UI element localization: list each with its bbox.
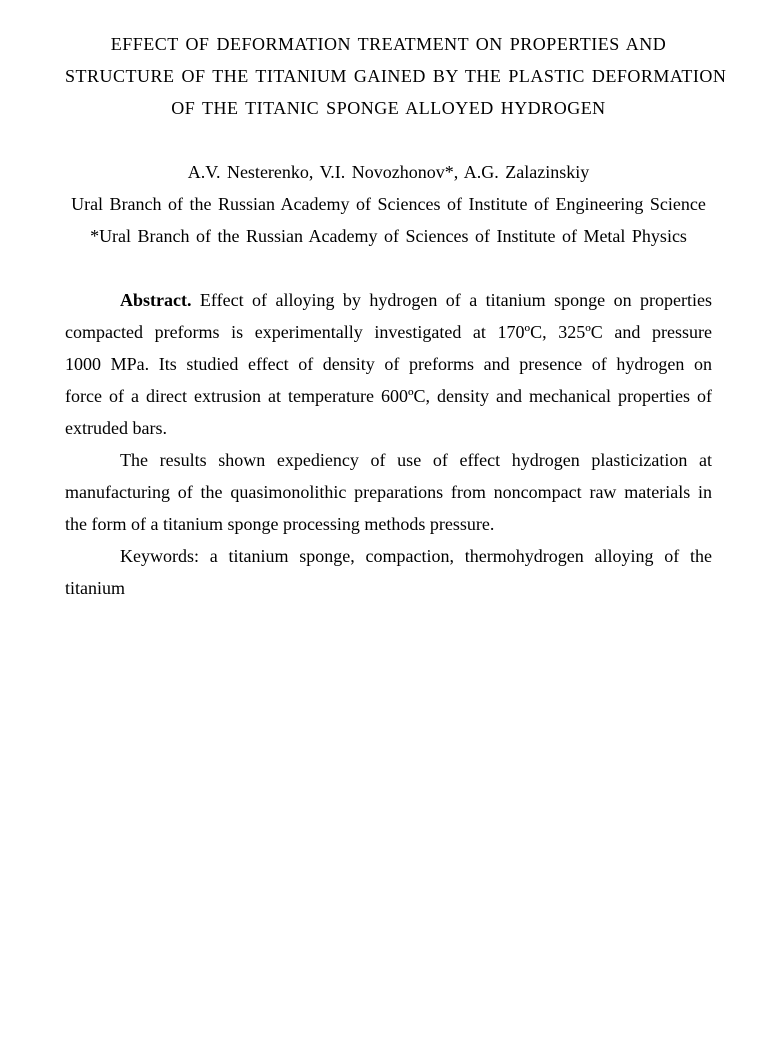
authors-line: A.V. Nesterenko, V.I. Novozhonov*, A.G. Zalazinskiy (187, 162, 590, 182)
keywords-paragraph (65, 540, 712, 604)
results-line-1: The results shown expediency of use of effect hydrogen plasticization at (120, 450, 712, 470)
abstract-line-3: 1000 MPa. Its studied effect of density of preforms and presence of hydrogen on (65, 354, 712, 374)
results-paragraph (65, 444, 712, 540)
affiliation-secondary: *Ural Branch of the Russian Academy of Sciences of Institute of Metal Physics (90, 226, 687, 246)
abstract-line-1-text: Effect of alloying by hydrogen of a titanium sponge on properties (191, 290, 712, 310)
results-line-2: manufacturing of the quasimonolithic preparations from noncompact raw materials in (65, 482, 712, 502)
spacer (65, 124, 712, 156)
abstract-line-5: extruded bars. (65, 418, 167, 438)
paper-title-line-1: EFFECT OF DEFORMATION TREATMENT ON PROPERTIES AND (110, 34, 667, 54)
keywords-line-2: titanium (65, 578, 125, 598)
paper-title-line-3: OF THE TITANIC SPONGE ALLOYED HYDROGEN (171, 98, 606, 118)
abstract-line-1 (65, 284, 712, 316)
results-line-3: the form of a titanium sponge processing methods pressure. (65, 514, 495, 534)
paper-title-line-2: STRUCTURE OF THE TITANIUM GAINED BY THE PLASTIC DEFORMATION (65, 66, 727, 86)
abstract-paragraph (65, 284, 712, 444)
abstract-line-4: force of a direct extrusion at temperature 600ºC, density and mechanical properties of (65, 386, 712, 406)
spacer (65, 252, 712, 284)
abstract-line-2: compacted preforms is experimentally investigated at 170ºC, 325ºC and pressure (65, 322, 712, 342)
byline-block (65, 156, 712, 252)
affiliation-primary: Ural Branch of the Russian Academy of Sciences of Institute of Engineering Science (71, 194, 706, 214)
keywords-line-1: Keywords: a titanium sponge, compaction, thermohydrogen alloying of the (120, 546, 712, 566)
paper-title (65, 28, 727, 124)
abstract-label: Abstract. (120, 290, 192, 310)
